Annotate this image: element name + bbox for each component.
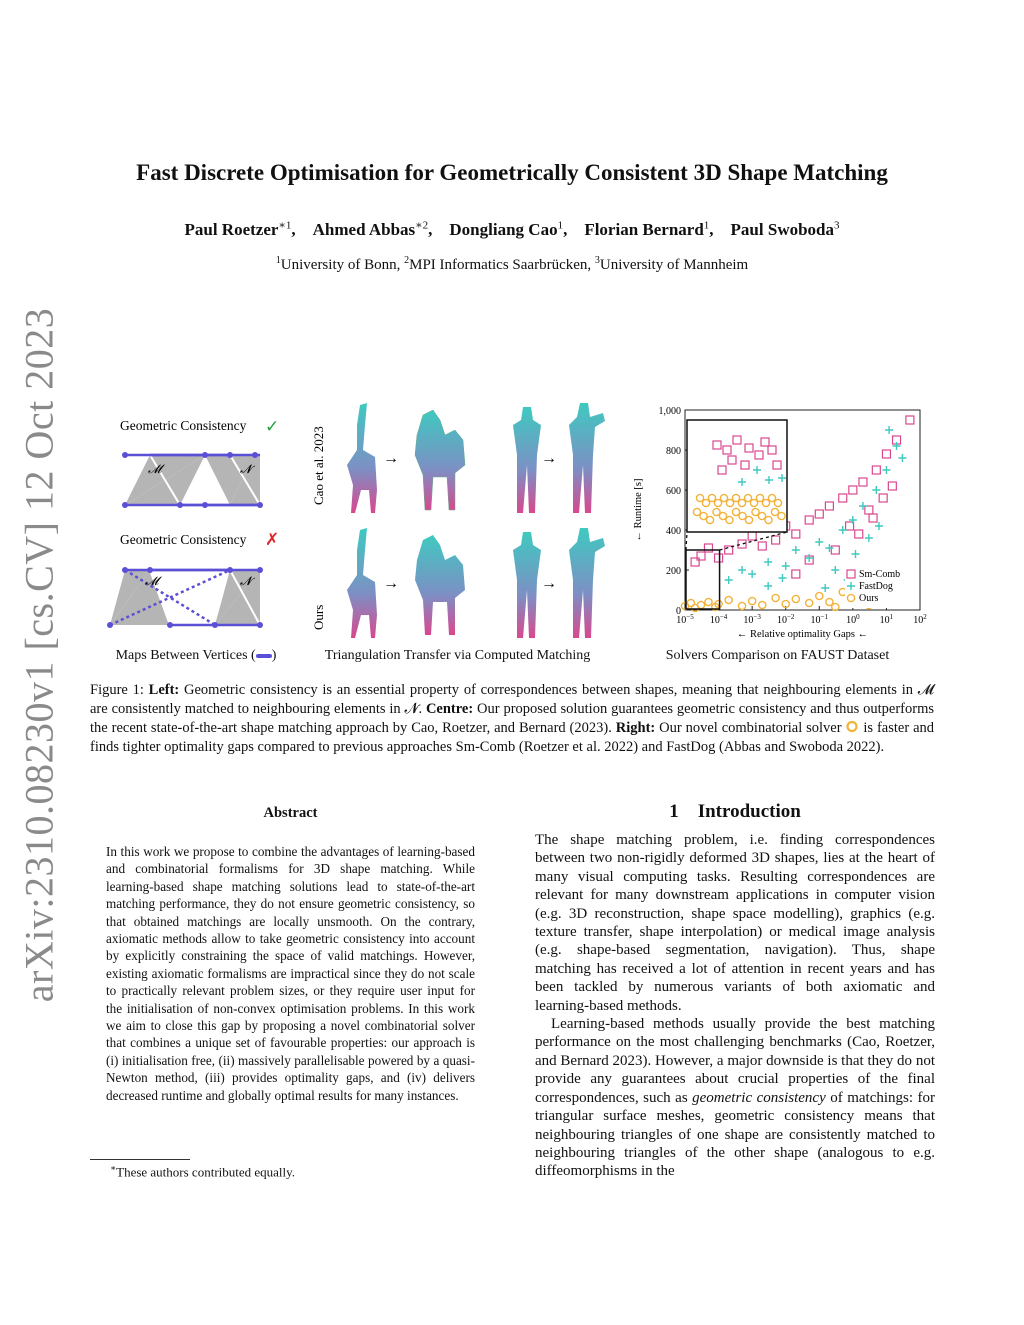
inset-connector xyxy=(720,532,787,550)
sm-comb-point xyxy=(704,544,712,552)
fastdog-point xyxy=(831,566,839,574)
fastdog-point xyxy=(764,582,772,590)
cross-icon: ✗ xyxy=(265,530,280,549)
paper-title: Fast Discrete Optimisation for Geometrically Consistent 3D Shape Matching xyxy=(136,160,888,185)
ours-point xyxy=(806,599,813,606)
inconsistent-label: Geometric Consistency xyxy=(120,532,247,547)
fastdog-point xyxy=(782,562,790,570)
y-tick-label: 600 xyxy=(666,486,681,497)
fastdog-point xyxy=(882,466,890,474)
author: Ahmed Abbas$^{∗2}$ xyxy=(312,219,429,239)
affiliation: $^1$University of Bonn, xyxy=(275,255,405,273)
y-tick-label: 0 xyxy=(676,606,681,617)
map-line-swatch xyxy=(256,654,272,658)
x-tick-label: $10^{-4}$ xyxy=(709,613,728,626)
author: Florian Bernard$^1$ xyxy=(584,219,710,239)
arxiv-id: arXiv:2310.08230v1 [cs.CV] 12 Oct 2023 xyxy=(16,307,62,1003)
runtime-gap-scatter xyxy=(625,398,930,643)
fastdog-point xyxy=(875,522,883,530)
legend-label: FastDog xyxy=(859,581,893,592)
sm-comb-point xyxy=(859,478,867,486)
sm-comb-point xyxy=(805,516,813,524)
x-axis-label: ← Relative optimality Gaps ← xyxy=(736,629,869,640)
left-sublabel: Maps Between Vertices ( ) xyxy=(115,648,277,663)
sm-comb-point xyxy=(882,450,890,458)
sm-comb-point xyxy=(872,466,880,474)
footnote-rule xyxy=(90,1159,190,1160)
intro-heading: 1 Introduction xyxy=(669,801,801,822)
arrow-icon-2: → xyxy=(541,450,557,467)
ours-point xyxy=(772,594,779,601)
fastdog-point xyxy=(885,426,893,434)
fastdog-point xyxy=(738,566,746,574)
fastdog-point xyxy=(898,454,906,462)
fastdog-point xyxy=(872,486,880,494)
sm-comb-point xyxy=(748,532,756,540)
fastdog-point xyxy=(792,546,800,554)
sm-comb-point xyxy=(691,558,699,566)
row-label-ours: Ours xyxy=(311,604,326,630)
fastdog-point xyxy=(815,538,823,546)
human-source-2 xyxy=(513,532,541,638)
ours-point xyxy=(697,601,704,608)
sm-comb-point xyxy=(815,510,823,518)
sm-comb-point xyxy=(888,482,896,490)
sm-comb-point xyxy=(715,554,723,562)
x-tick-label: $10^{-5}$ xyxy=(676,613,694,626)
ours-point xyxy=(749,597,756,604)
fastdog-point xyxy=(859,502,867,510)
abstract-text: In this work we propose to combine the advantages of learning-based and combinatorial formalisms for 3D shape matching. While learning-based shape matching solutions lead to state-of-the-art matching performance, they do not ensure geometric consistency, so that obtained matchings are locally unsmooth. On the contrary, axiomatic methods allow to take geometric consistency into account by explicitly constraining the space of valid matchings. However, existing axiomatic formalisms are impractical since they do not scale to practically relevant problem sizes, or they require user input for the initialisation of non-convex optimisation problems. In this work we aim to close this gap by proposing a novel combinatorial solver that combines a unique set of favourable properties: our approach is (i) initialisation free, (ii) massively parallelisable powered by a quasi-Newton method, (iii) provides optimality gaps, and (iv) delivers decreased runtime and globally optimal results for many instances. xyxy=(106,844,475,1103)
sm-comb-point xyxy=(758,542,766,550)
shape-m-label-2: 𝓜 xyxy=(145,574,159,588)
ours-point xyxy=(792,595,799,602)
check-icon: ✓ xyxy=(265,417,280,436)
row-label-cao: Cao et al. 2023 xyxy=(311,426,326,505)
y-tick-label: 200 xyxy=(666,566,681,577)
centre-sublabel: Triangulation Transfer via Computed Matching xyxy=(324,648,591,663)
sm-comb-point xyxy=(906,416,914,424)
shape-n-label-2: 𝓝 xyxy=(240,574,252,588)
sm-comb-point xyxy=(879,494,887,502)
human-source-1 xyxy=(513,407,541,513)
x-tick-label: $10^{-3}$ xyxy=(743,613,761,626)
fastdog-point xyxy=(893,442,901,450)
sm-comb-point xyxy=(865,506,873,514)
shape-n-label: 𝓝 xyxy=(240,462,252,476)
y-tick-label: 800 xyxy=(666,446,681,457)
sm-comb-point xyxy=(839,494,847,502)
shape-transfer-figure xyxy=(305,395,615,645)
author: Paul Swoboda$^3$ xyxy=(730,219,840,239)
fastdog-point xyxy=(852,550,860,558)
footnote: ∗These authors contributed equally. xyxy=(110,1163,296,1180)
sm-comb-point xyxy=(855,530,863,538)
ours-point xyxy=(725,596,732,603)
author-list: Paul Roetzer$^{∗1}$, Ahmed Abbas$^{∗2}$, Dongliang Cao$^1$, Florian Bernard$^1$, Paul Swoboda$^3$ xyxy=(184,219,840,239)
human-target-1 xyxy=(569,403,605,513)
figure-caption: Figure 1: Left: Geometric consistency is an essential property of correspondences between shapes, meaning that neighbouring elements in 𝓜 are consistently matched to neighbouring elements in 𝓝. Centre: Our proposed solution guarantees geometric consistency and thus outperforms the recent state-of-the-art shape matching approach by Cao, Roetzer, and Bernard (2023). Right: Our novel combinatorial solver is faster and finds tighter optimality gaps compared to previous approaches Sm-Comb (Roetzer et al. 2022) and FastDog (Abbas and Swoboda 2022). xyxy=(90,682,934,755)
sm-comb-point xyxy=(869,514,877,522)
fastdog-point xyxy=(865,534,873,542)
y-axis-label: ← Runtime [s] xyxy=(633,478,644,542)
fastdog-point xyxy=(725,576,733,584)
camel-target-1 xyxy=(415,410,465,510)
right-sublabel: Solvers Comparison on FAUST Dataset xyxy=(665,648,890,663)
x-tick-label: $10^{-1}$ xyxy=(810,613,829,626)
consistent-label: Geometric Consistency xyxy=(120,418,247,433)
sm-comb-point xyxy=(738,540,746,548)
sm-comb-point xyxy=(831,546,839,554)
sm-comb-point xyxy=(825,502,833,510)
legend-label: Sm-Comb xyxy=(859,569,901,580)
author: Dongliang Cao$^1$ xyxy=(449,219,564,239)
camel-target-2 xyxy=(415,535,465,635)
sm-comb-point xyxy=(697,552,705,560)
affiliations xyxy=(100,255,924,274)
fastdog-point xyxy=(748,570,756,578)
intro-paragraph-2: Learning-based methods usually provide the best matching performance on the most challenging benchmarks (Cao, Roetzer, and Bernard 2023). However, a major downside is that they do not provide any guarantees about crucial properties of the final correspondences, such as geometric consistency of matchings: for triangular surface meshes, geometric consistency means that neighbouring triangles of one shape are consistently matched to neighbouring triangles of the other shape (analogous to e.g. diffeomorphisms in the xyxy=(535,1016,935,1180)
affiliation: $^2$MPI Informatics Saarbrücken, xyxy=(404,255,595,273)
fastdog-point xyxy=(821,584,829,592)
x-tick-label: $10^{-2}$ xyxy=(776,613,795,626)
ours-point xyxy=(705,598,712,605)
abstract-heading: Abstract xyxy=(263,805,318,821)
sm-comb-point xyxy=(849,486,857,494)
shape-m-label: 𝓜 xyxy=(148,462,162,476)
sm-comb-point xyxy=(792,530,800,538)
fastdog-point xyxy=(849,516,857,524)
sm-comb-point xyxy=(772,536,780,544)
legend-label: Ours xyxy=(859,593,879,604)
arrow-icon-3: → xyxy=(383,575,399,592)
human-target-2 xyxy=(569,528,605,638)
x-tick-label: $10^1$ xyxy=(879,613,894,626)
ours-point xyxy=(816,592,823,599)
arrow-icon-4: → xyxy=(541,575,557,592)
ours-point xyxy=(759,601,766,608)
fastdog-point xyxy=(778,574,786,582)
x-tick-label: $10^2$ xyxy=(913,613,927,626)
inset-connector xyxy=(686,532,687,550)
y-tick-label: 1,000 xyxy=(658,406,681,417)
fastdog-point xyxy=(805,554,813,562)
affiliation: $^3$University of Mannheim xyxy=(594,255,749,273)
intro-paragraph-1: The shape matching problem, i.e. finding correspondences between two non-rigidly deformed 3D shapes, lies at the heart of many visual computing tasks. Resulting correspondences are relevant for many downstream applications in computer vision (e.g. 3D reconstruction, shape space modelling), graphics (e.g. texture transfer, shape interpolation) or medical image analysis (e.g. shape-based segmentation, navigation). Thus, shape matching has received a lot of attention in recent years and has been tackled by numerous variants of both axiomatic and learning-based methods. xyxy=(535,832,935,1014)
ours-marker-icon xyxy=(845,720,859,733)
arxiv-stamp xyxy=(14,307,64,1003)
fastdog-point xyxy=(825,544,833,552)
x-tick-label: $10^0$ xyxy=(846,613,860,626)
y-tick-label: 400 xyxy=(666,526,681,537)
consistency-diagram xyxy=(100,405,300,640)
fastdog-point xyxy=(764,558,772,566)
intro-text xyxy=(535,831,935,1181)
giraffe-source-1 xyxy=(347,403,377,513)
arrow-icon: → xyxy=(383,450,399,467)
giraffe-source-2 xyxy=(347,528,377,638)
author: Paul Roetzer$^{∗1}$ xyxy=(184,219,292,239)
sm-comb-point xyxy=(792,570,800,578)
ours-point xyxy=(738,602,745,609)
